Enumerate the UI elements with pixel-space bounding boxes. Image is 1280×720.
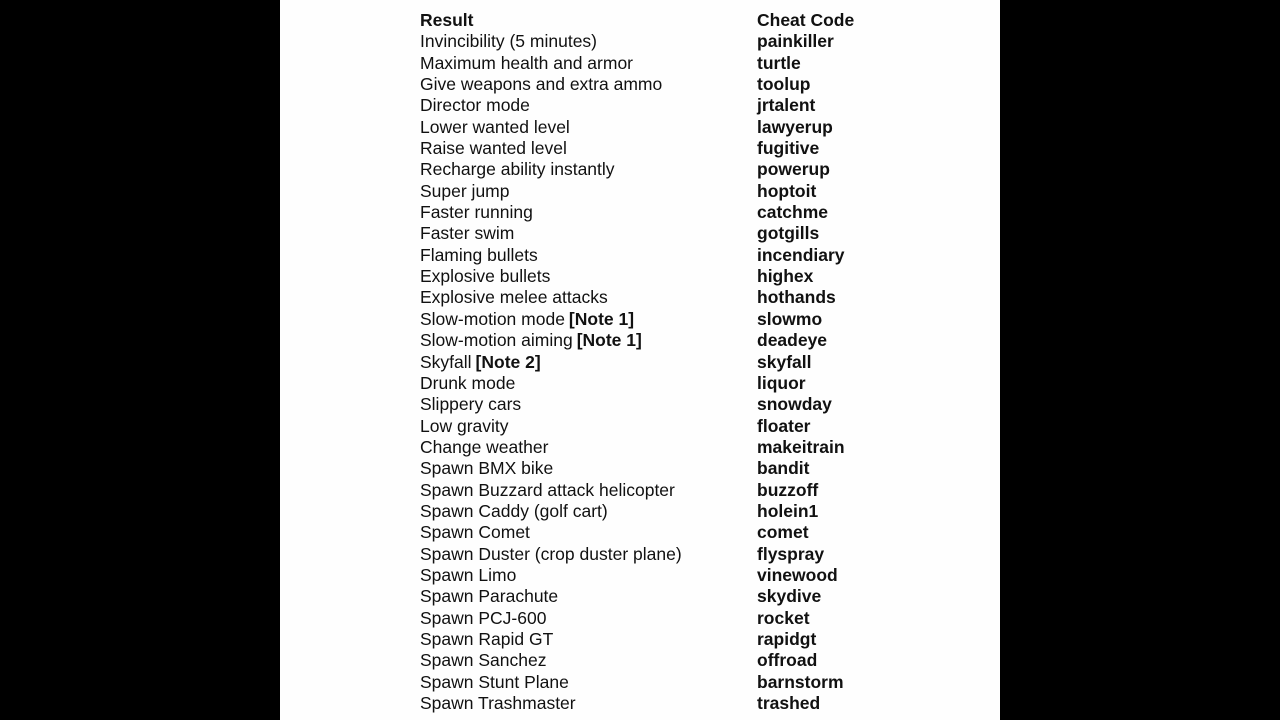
table-row [420,522,980,543]
result-text: Flaming bullets [420,244,538,265]
cheat-code-cell: floater [757,415,811,436]
cheat-code-cell: deadeye [757,330,828,351]
result-cell [420,458,553,479]
table-row [420,586,980,607]
cheat-code-cell: catchme [757,202,829,223]
result-cell [420,159,615,180]
table-row [420,458,980,479]
table-row [420,309,980,330]
table-row [420,394,980,415]
cheat-code-cell: powerup [757,159,830,180]
table-row [420,544,980,565]
result-text: Spawn Caddy (golf cart) [420,500,608,521]
result-text: Spawn Duster (crop duster plane) [420,543,682,564]
cheat-code-cell: comet [757,522,809,543]
cheat-code-cell: incendiary [757,244,845,265]
result-cell [420,394,521,415]
result-cell [420,565,516,586]
result-text: Spawn PCJ-600 [420,607,547,628]
result-cell [420,309,634,330]
table-body [420,31,980,714]
note-reference: [Note 1] [568,308,635,329]
result-text: Recharge ability instantly [420,159,615,180]
result-text: Spawn Comet [420,522,530,543]
result-text: Spawn Trashmaster [420,693,576,713]
table-row [420,74,980,95]
table-row [420,138,980,159]
cheat-code-cell: barnstorm [757,671,844,692]
table-row [420,565,980,586]
table-row [420,629,980,650]
result-cell [420,544,682,565]
cheat-code-cell: makeitrain [757,436,845,457]
result-column-header: Result [420,10,474,30]
result-text: Spawn Sanchez [420,650,547,671]
result-cell [420,352,541,373]
result-cell [420,31,597,52]
result-cell [420,437,548,458]
table-row [420,501,980,522]
result-cell [420,181,510,202]
result-text: Low gravity [420,415,509,436]
cheat-table [420,10,980,714]
result-cell [420,586,558,607]
result-cell [420,629,553,650]
result-cell [420,672,569,693]
table-row [420,437,980,458]
result-cell [420,287,608,308]
cheat-code-cell: flyspray [757,543,825,564]
result-text: Give weapons and extra ammo [420,74,663,95]
table-row [420,181,980,202]
cheat-code-cell: skydive [757,586,822,607]
result-cell [420,522,530,543]
cheat-code-cell: rapidgt [757,628,817,649]
cheat-code-cell: toolup [757,74,811,95]
result-cell [420,95,530,116]
cheat-code-cell: slowmo [757,308,823,329]
result-text: Spawn Limo [420,564,517,585]
result-cell [420,223,514,244]
result-text: Lower wanted level [420,116,570,137]
table-row [420,159,980,180]
table-row [420,202,980,223]
result-cell [420,480,675,501]
cheat-code-cell: skyfall [757,351,812,372]
cheat-code-cell: gotgills [757,223,820,244]
table-row [420,480,980,501]
table-row [420,672,980,693]
cheat-code-cell: turtle [757,52,801,73]
result-text: Faster running [420,202,533,223]
letterbox-left [0,0,280,720]
result-text: Slow-motion mode [420,308,565,329]
table-row [420,95,980,116]
result-cell [420,693,576,714]
result-text: Raise wanted level [420,138,567,159]
result-text: Spawn Buzzard attack helicopter [420,479,675,500]
result-text: Spawn Rapid GT [420,628,554,649]
table-row [420,608,980,629]
table-row [420,330,980,351]
result-text: Explosive melee attacks [420,287,608,308]
cheat-code-cell: offroad [757,650,818,671]
cheat-code-cell: liquor [757,372,806,393]
cheat-code-cell: fugitive [757,138,820,159]
result-text: Drunk mode [420,372,516,393]
result-cell [420,330,642,351]
letterbox-right [1000,0,1280,720]
result-text: Invincibility (5 minutes) [420,31,597,52]
result-text: Maximum health and armor [420,52,633,73]
result-text: Faster swim [420,223,515,244]
cheat-sheet-page [280,0,1000,720]
result-text: Spawn Stunt Plane [420,671,569,692]
result-cell [420,416,509,437]
result-cell [420,266,550,287]
table-row [420,352,980,373]
table-row [420,223,980,244]
result-text: Super jump [420,180,510,201]
table-row [420,693,980,714]
cheat-code-cell: hoptoit [757,180,817,201]
table-header [420,10,980,31]
cheat-code-cell: buzzoff [757,479,819,500]
result-text: Spawn Parachute [420,586,559,607]
cheat-code-cell: lawyerup [757,116,833,137]
table-row [420,266,980,287]
cheat-code-cell: holein1 [757,500,819,521]
result-cell [420,608,546,629]
result-text: Director mode [420,95,530,116]
cheat-code-cell: painkiller [757,31,834,52]
result-cell [420,202,533,223]
result-cell [420,373,515,394]
table-row [420,287,980,308]
result-cell [420,501,608,522]
result-cell [420,138,567,159]
table-row [420,31,980,52]
result-cell [420,245,538,266]
table-row [420,245,980,266]
cheat-code-cell: rocket [757,607,810,628]
table-row [420,416,980,437]
result-text: Change weather [420,436,549,457]
table-row [420,650,980,671]
result-text: Spawn BMX bike [420,458,554,479]
result-text: Explosive bullets [420,266,551,287]
table-row [420,53,980,74]
note-reference: [Note 1] [576,330,642,351]
result-cell [420,53,633,74]
result-cell [420,117,570,138]
cheat-code-cell: hothands [757,287,836,308]
note-reference: [Note 2] [475,351,541,372]
cheat-code-cell: snowday [757,394,832,415]
result-cell [420,74,662,95]
result-text: Slippery cars [420,394,522,415]
cheat-code-cell: highex [757,266,814,287]
cheat-code-cell: bandit [757,458,810,479]
result-cell [420,650,546,671]
cheat-code-column-header: Cheat Code [757,10,855,30]
cheat-code-cell: vinewood [757,564,838,585]
cheat-code-cell: jrtalent [757,95,816,116]
result-text: Skyfall [420,351,472,372]
table-row [420,117,980,138]
cheat-code-cell: trashed [757,693,821,713]
result-text: Slow-motion aiming [420,330,573,351]
table-row [420,373,980,394]
